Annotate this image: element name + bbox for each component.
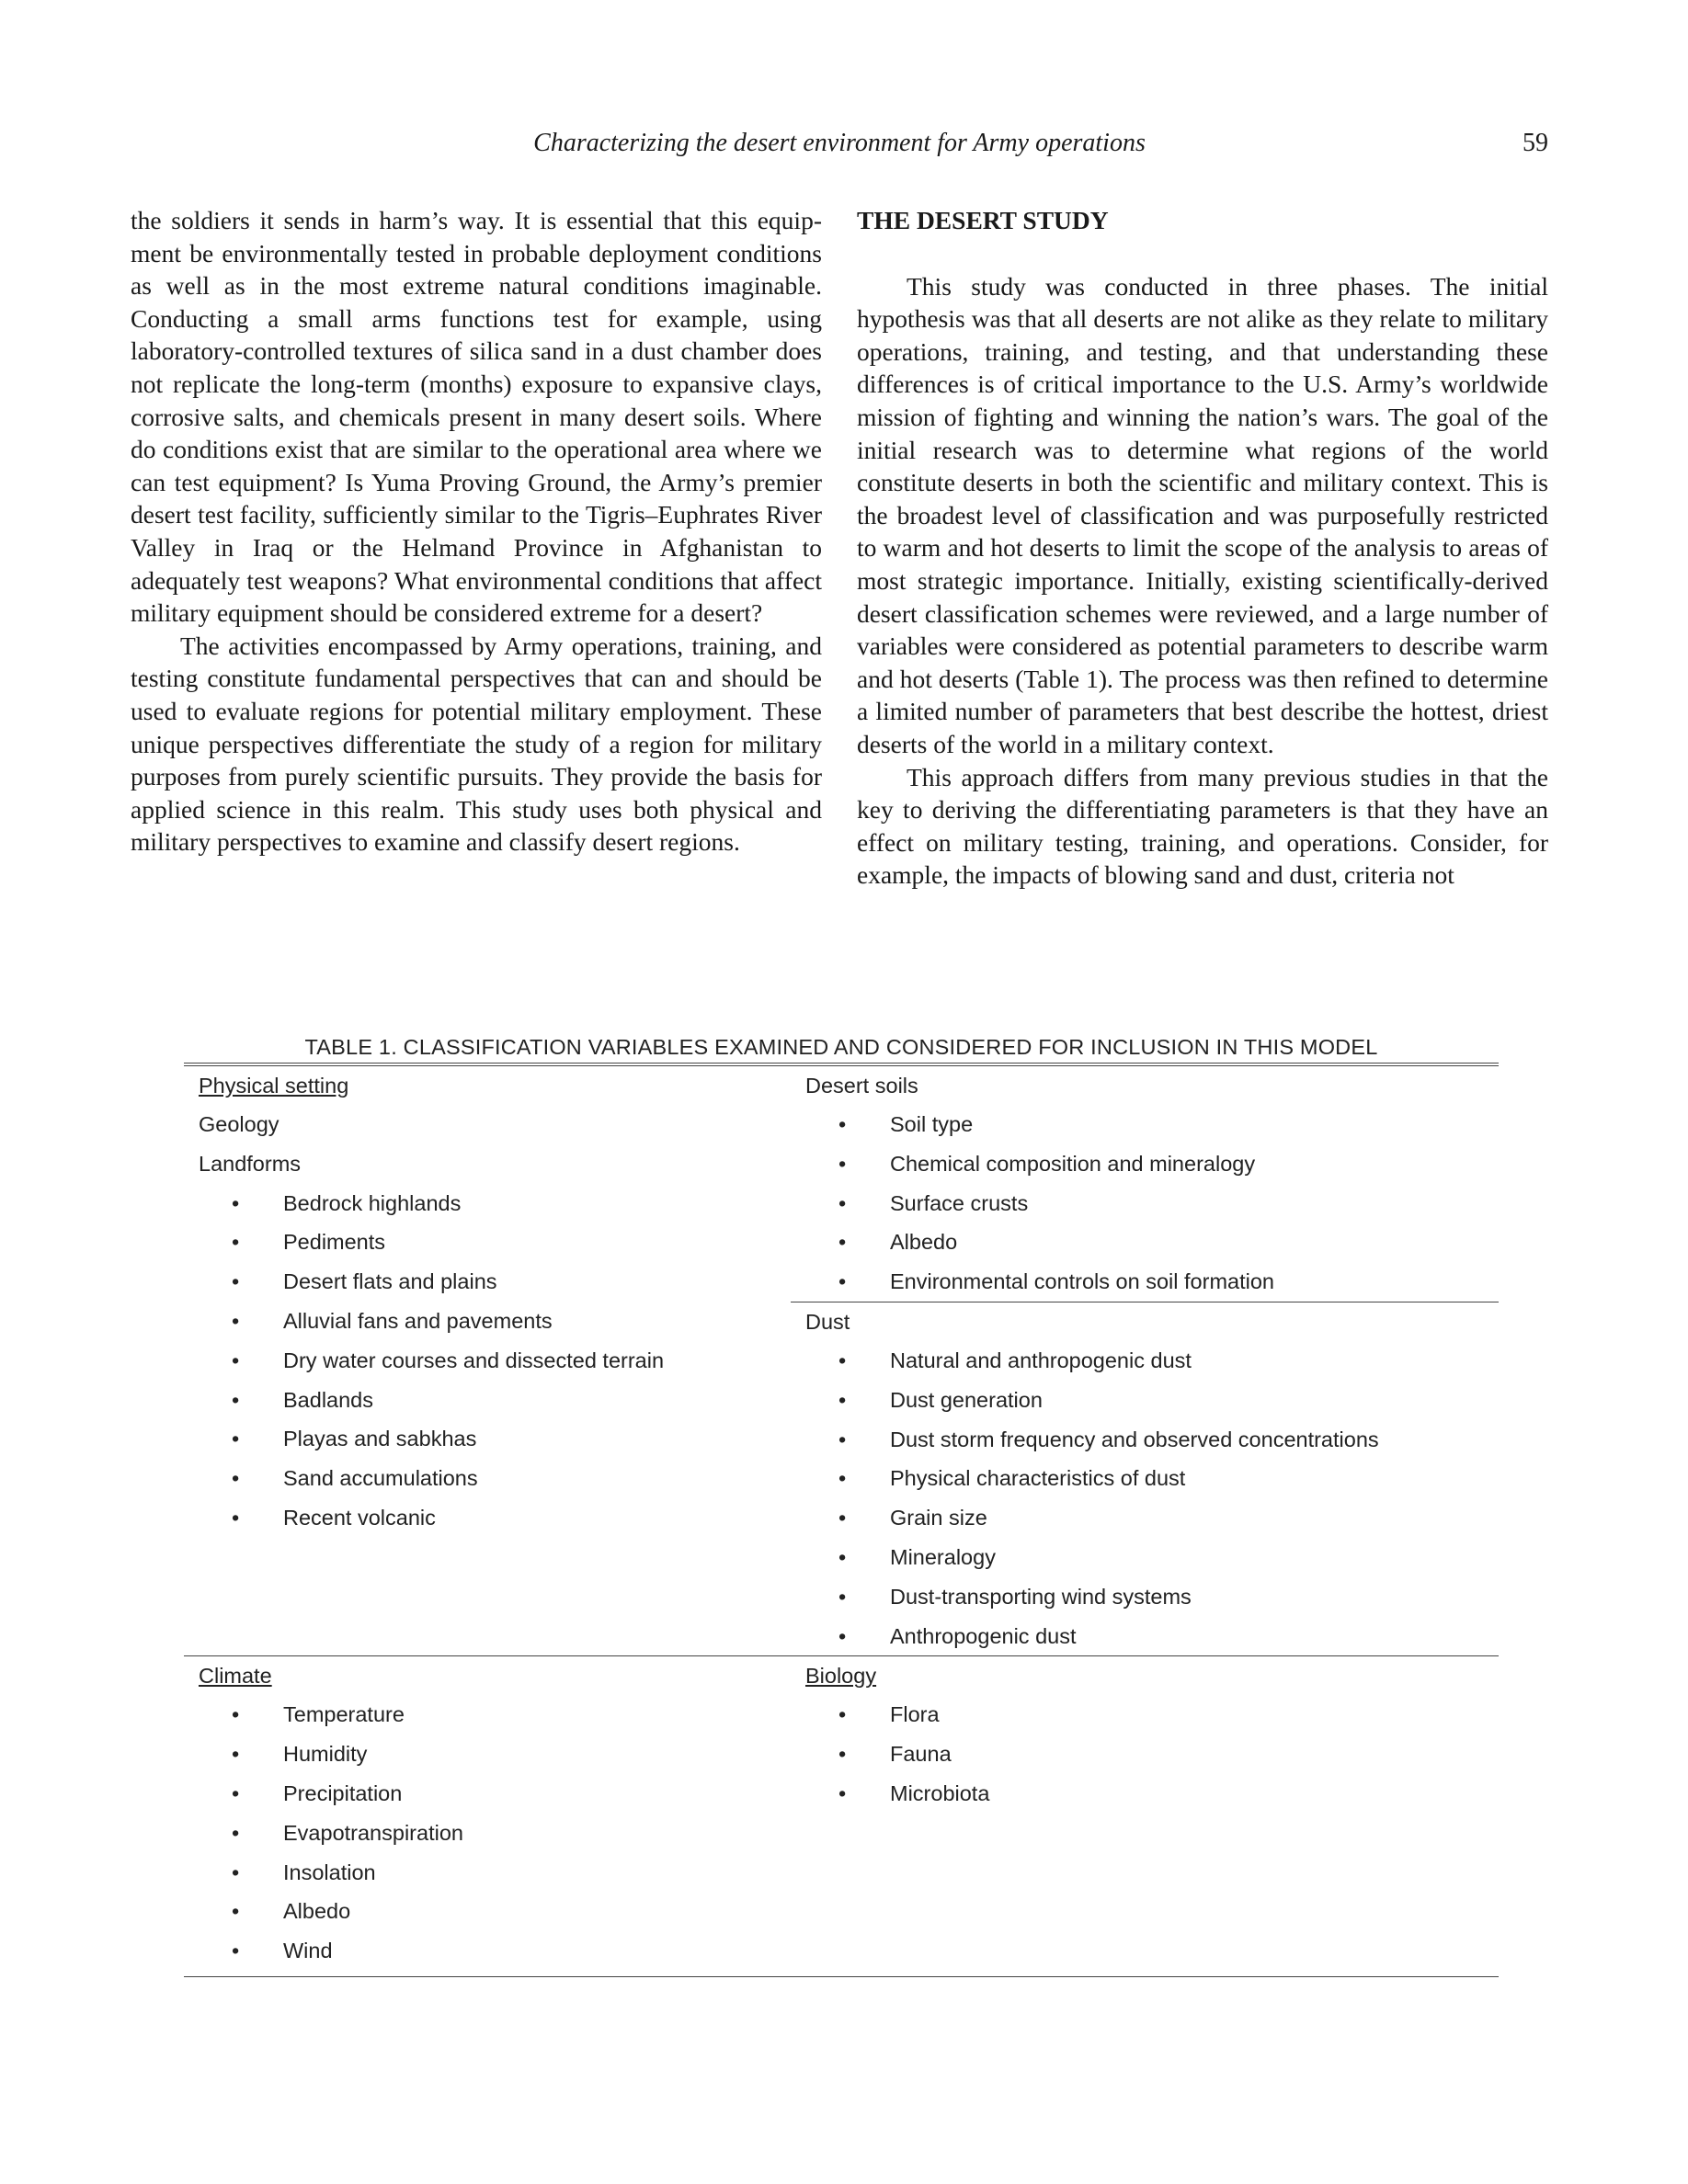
list-item: • Pediments (184, 1223, 791, 1262)
climate-list (184, 1695, 791, 1971)
dust-group (791, 1302, 1499, 1655)
climate-cell (184, 1656, 791, 1976)
body-paragraph: This approach differs from many previous studies in that the key to deriving the differentiating parameters is that they have an effect on military testing, training, and operations. Consider, for example, the impacts of blowing sand and dust, criteria not (857, 762, 1548, 890)
list-item: • Dry water courses and dissected terrain (184, 1341, 791, 1381)
desert-soils-group (791, 1066, 1499, 1302)
running-title: Characterizing the desert environment for Army operations (533, 129, 1146, 157)
biology-cell (791, 1656, 1499, 1976)
list-item: • Dust generation (791, 1381, 1499, 1420)
running-head (131, 125, 1548, 162)
list-item: • Albedo (184, 1892, 791, 1931)
list-item: • Insolation (184, 1853, 791, 1893)
classification-table (184, 1031, 1499, 1977)
body-paragraph: The activities encompassed by Army operations, training, and testing constitute fundamental perspectives that can and should be used to evaluate regions for potential military employment. These unique perspectives differentiate the study of a region for military purposes from purely scientific pursuits. They provide the basis for applied science in this realm. This study uses both physical and military perspectives to examine and classify desert regions. (131, 631, 822, 857)
list-item: • Alluvial fans and pavements (184, 1302, 791, 1341)
list-item: • Microbiota (791, 1774, 1499, 1814)
dust-list (791, 1341, 1499, 1655)
list-item: • Wind (184, 1931, 791, 1971)
list-item: • Playas and sabkhas (184, 1419, 791, 1459)
landforms-list (184, 1184, 791, 1538)
list-item: • Evapotranspiration (184, 1814, 791, 1853)
list-item: • Precipitation (184, 1774, 791, 1814)
section-heading: THE DESERT STUDY (857, 206, 1109, 234)
landforms-label: Landforms (199, 1151, 302, 1176)
page-number: 59 (1523, 129, 1548, 157)
geology-label: Geology (199, 1112, 279, 1136)
left-column (131, 204, 822, 859)
physical-setting-header: Physical setting (199, 1074, 349, 1098)
list-item: • Physical characteristics of dust (791, 1459, 1499, 1498)
biology-list (791, 1695, 1499, 1813)
list-item: • Flora (791, 1695, 1499, 1735)
list-item: • Bedrock highlands (184, 1184, 791, 1223)
list-item: • Desert flats and plains (184, 1262, 791, 1302)
table-row (184, 1066, 1499, 1655)
climate-header: Climate (199, 1664, 272, 1689)
list-item: • Grain size (791, 1498, 1499, 1538)
table-row (184, 1655, 1499, 1977)
list-item: • Natural and anthropogenic dust (791, 1341, 1499, 1381)
right-column (857, 204, 1548, 892)
list-item: • Anthropogenic dust (791, 1617, 1499, 1656)
list-item: • Surface crusts (791, 1184, 1499, 1223)
dust-header: Dust (805, 1309, 850, 1334)
list-item: • Humidity (184, 1735, 791, 1774)
list-item: • Chemical composition and mineralogy (791, 1144, 1499, 1184)
table-caption: TABLE 1. CLASSIFICATION VARIABLES EXAMINED AND CONSIDERED FOR INCLUSION IN THIS MODEL (184, 1031, 1499, 1066)
list-item: • Albedo (791, 1223, 1499, 1262)
biology-header: Biology (805, 1664, 877, 1689)
list-item: • Fauna (791, 1735, 1499, 1774)
list-item: • Mineralogy (791, 1538, 1499, 1577)
physical-setting-cell (184, 1066, 791, 1655)
desert-soils-header: Desert soils (805, 1074, 918, 1098)
body-paragraph: the soldiers it sends in harm’s way. It is essential that this equipment be environmentally tested in probable deployment conditions as well as in the most extreme natural conditions imaginable. Conducting a small arms functions test for example, using laboratory-controlled textures of silica sand in a dust chamber does not replicate the long-term (months) exposure to expansive clays, corrosive salts, and chemicals present in many desert soils. Where do conditions exist that are similar to the operational area where we can test equipment? Is Yuma Proving Ground, the Army’s premier desert test facility, sufficiently similar to the Tigris–Euphrates River Valley in Iraq or the Helmand Province in Afghanistan to adequately test weapons? What environmental conditions that affect military equipment should be considered extreme for a desert? (131, 206, 822, 628)
list-item: • Sand accumulations (184, 1459, 791, 1498)
list-item: • Temperature (184, 1695, 791, 1735)
list-item: • Dust-transporting wind systems (791, 1577, 1499, 1617)
body-paragraph: This study was conducted in three phases. The initial hypothesis was that all deserts are not alike as they relate to military operations, training, and testing, and that understanding these differences is of critical importance to the U.S. Army’s worldwide mission of fighting and winning the nation’s wars. The goal of the initial research was to determine what regions of the world constitute deserts in both the scientific and military context. This is the broadest level of classification and was purposefully restricted to warm and hot deserts to limit the scope of the analysis to areas of most strategic importance. Initially, existing scientifically-derived desert classification schemes were reviewed, and a large number of variables were considered as potential parameters to describe warm and hot deserts (Table 1). The process was then refined to determine a limited number of parameters that best describe the hottest, driest deserts of the world in a military context. (857, 271, 1548, 758)
list-item: • Badlands (184, 1381, 791, 1420)
list-item: • Dust storm frequency and observed concentrations (791, 1420, 1499, 1460)
list-item: • Soil type (791, 1105, 1499, 1144)
desert-soils-list (791, 1105, 1499, 1302)
soils-dust-cell (791, 1066, 1499, 1655)
list-item: • Environmental controls on soil formation (791, 1262, 1499, 1302)
list-item: • Recent volcanic (184, 1498, 791, 1538)
